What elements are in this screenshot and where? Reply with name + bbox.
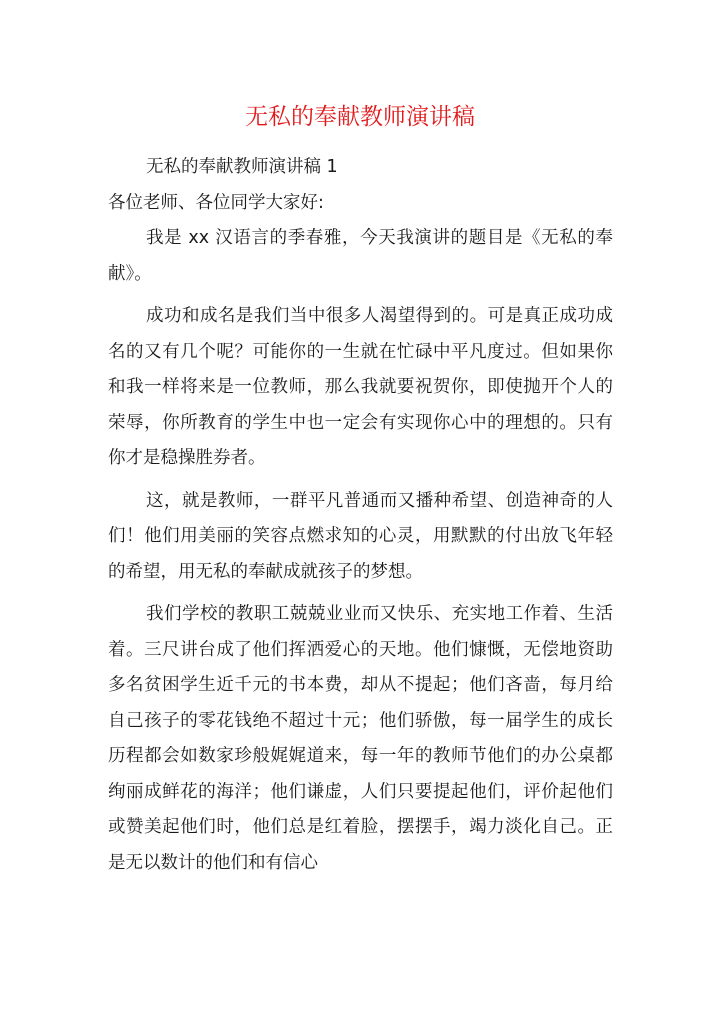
document-body: [108, 150, 613, 881]
document-title: 无私的奉献教师演讲稿: [245, 104, 475, 130]
paragraph-teachers: 这，就是教师，一群平凡普通而又播种希望、创造神奇的人们！他们用美丽的笑容点燃求知的心灵，用默默的付出放飞年轻的希望，用无私的奉献成就孩子的梦想。: [108, 490, 613, 582]
salutation: 各位老师、各位同学大家好:: [108, 192, 324, 213]
paragraph-intro: 我是 xx 汉语言的季春雅，今天我演讲的题目是《无私的奉献》。: [108, 228, 613, 284]
paragraph-success: 成功和成名是我们当中很多人渴望得到的。可是真正成功成名的又有几个呢？可能你的一生就在忙碌中平凡度过。但如果你和我一样将来是一位教师，那么我就要祝贺你，即使抛开个人的荣辱，你所教育的学生中也一定会有实现你心中的理想的。只有你才是稳操胜券者。: [108, 306, 613, 468]
paragraph-school-staff: 我们学校的教职工兢兢业业而又快乐、充实地工作着、生活着。三尺讲台成了他们挥洒爱心的天地。他们慷慨，无偿地资助多名贫困学生近千元的书本费，却从不提起；他们吝啬，每月给自己孩子的零花钱绝不超过十元；他们骄傲，每一届学生的成长历程都会如数家珍般娓娓道来，每一年的教师节他们的办公桌都绚丽成鲜花的海洋；他们谦虚，人们只要提起他们，评价起他们或赞美起他们时，他们总是红着脸，摆摆手，竭力淡化自己。正是无以数计的他们和有信心: [108, 604, 613, 873]
section-heading: 无私的奉献教师演讲稿 1: [146, 157, 338, 177]
